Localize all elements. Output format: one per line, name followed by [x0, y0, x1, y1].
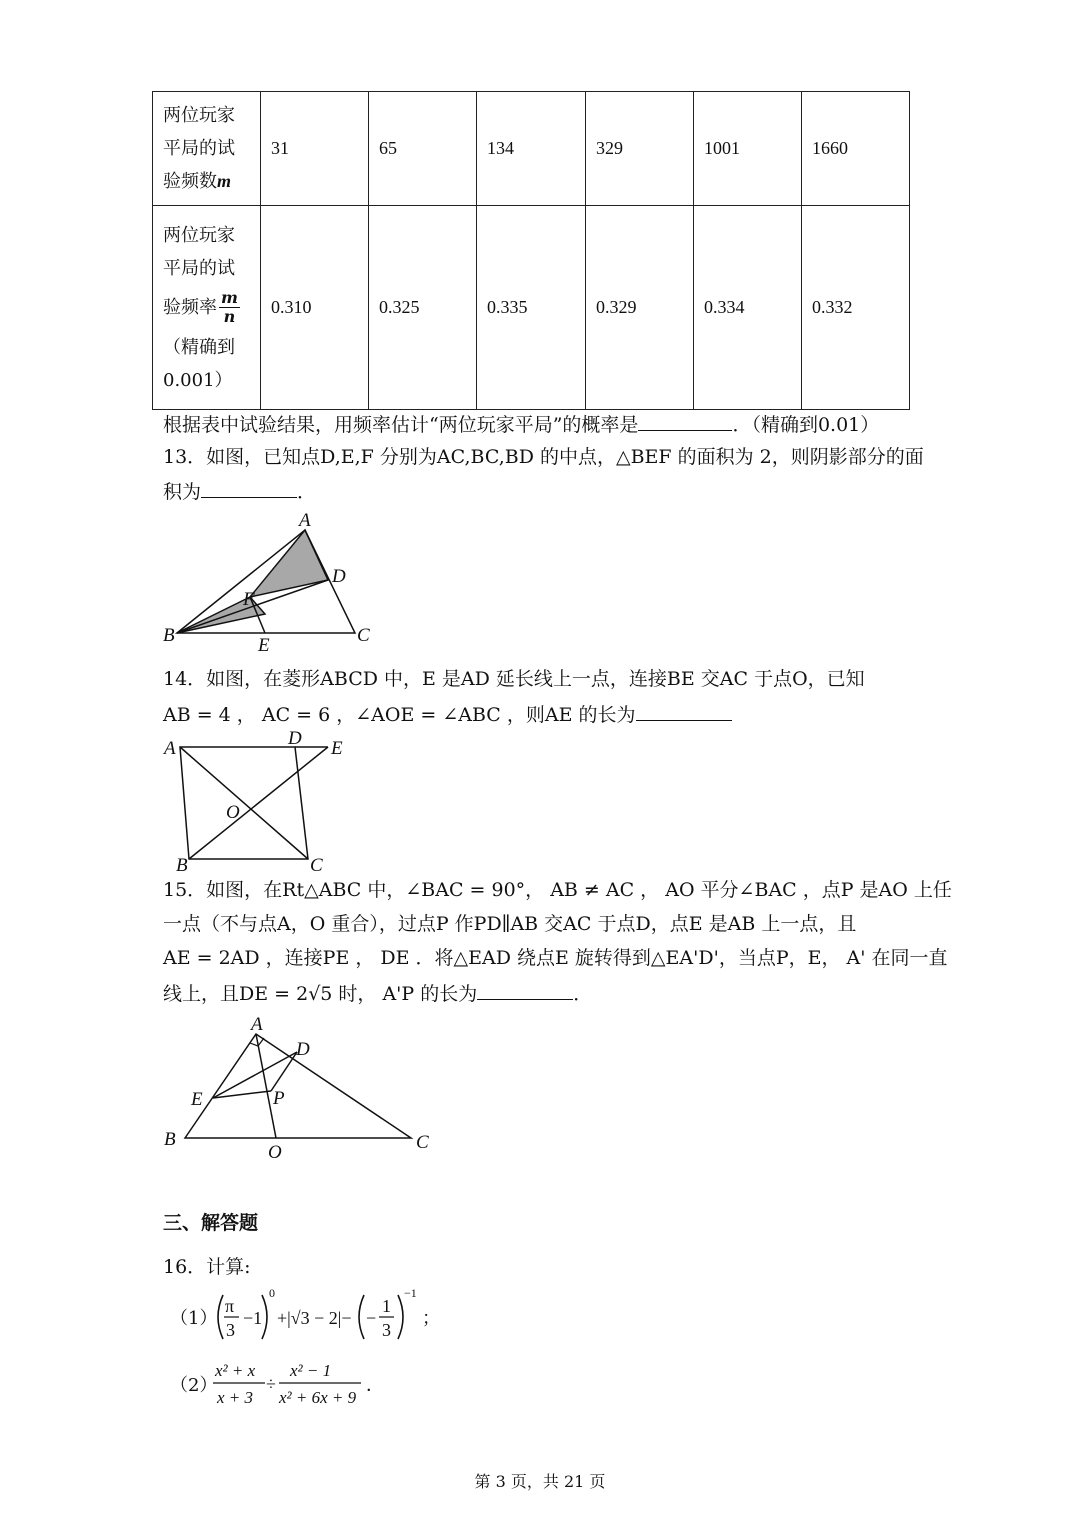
denominator: x + 3: [217, 1388, 254, 1407]
section-title: 三、解答题: [163, 1212, 259, 1234]
table-cell: 0.310: [261, 206, 369, 410]
label-d: D: [296, 1039, 310, 1060]
table-cell: 0.332: [802, 206, 910, 410]
label-f: F: [243, 589, 255, 610]
row-header-line: 验频数: [163, 171, 217, 192]
q15-line2: 一点（不与点A，O 重合），过点P 作PD∥AB 交AC 于点D，点E 是AB 上一点，且: [163, 913, 857, 935]
row-header: [153, 206, 261, 410]
row-header-line: （精确到: [163, 336, 235, 358]
answer-blank: [636, 698, 732, 721]
diagonal-ac: [180, 747, 308, 859]
q16-part2-expression: [165, 1352, 395, 1416]
row-header-line: 验频率: [163, 296, 217, 318]
denominator: x² + 6x + 9: [279, 1388, 357, 1407]
table-cell: 329: [586, 92, 694, 206]
q13-text: 积为: [163, 481, 202, 503]
right-paren: [398, 1295, 403, 1339]
q15-line4: [163, 977, 592, 1009]
q15-line1: 15．如图，在Rt△ABC 中，∠BAC = 90°， AB ≠ AC ， AO 平分∠BAC ，点P 是AO 上任: [163, 879, 952, 901]
q13-line1: 13．如图，已知点D,E,F 分别为AC,BC,BD 的中点，△BEF 的面积为 2，则阴影部分的面: [163, 446, 924, 468]
label-b: B: [164, 1129, 176, 1150]
answer-blank: [477, 977, 573, 1000]
q15-figure: [155, 1010, 445, 1165]
left-paren: [218, 1295, 223, 1339]
q12-answer-line: [163, 408, 879, 440]
q12-text-end: ．（精确到0.01）: [732, 414, 880, 436]
numerator: x² + x: [215, 1361, 256, 1380]
part-label: （2）: [170, 1375, 218, 1396]
label-a: A: [251, 1014, 263, 1035]
semicolon: ；: [422, 1308, 440, 1328]
fraction-numerator: m: [221, 288, 238, 307]
variable-m: m: [217, 171, 232, 191]
table-row: [153, 206, 910, 410]
shaded-region-2: [250, 530, 328, 597]
row-header-line: 平局的试: [163, 257, 235, 279]
denominator: 3: [382, 1320, 391, 1340]
q14-figure: [158, 730, 358, 880]
q15-text-end: ．: [573, 983, 593, 1005]
numerator: 1: [382, 1296, 391, 1316]
table-cell: 0.334: [694, 206, 802, 410]
part-label: （1）: [170, 1308, 218, 1329]
row-header-line: 两位玩家: [163, 105, 235, 126]
answer-blank: [201, 475, 297, 498]
row-header: [153, 92, 261, 206]
label-c: C: [357, 625, 370, 646]
q13-figure: [155, 508, 385, 658]
table-cell: 0.325: [369, 206, 477, 410]
row-header-line: 0.001）: [163, 369, 233, 391]
table-cell: 65: [369, 92, 477, 206]
table-cell: 0.329: [586, 206, 694, 410]
label-b: B: [176, 855, 188, 876]
row-header-line: 两位玩家: [163, 224, 235, 246]
label-e: E: [258, 635, 270, 656]
label-a: A: [164, 738, 176, 759]
table-row: [153, 92, 910, 206]
left-paren: [359, 1295, 364, 1339]
q12-text: 根据表中试验结果，用频率估计“两位玩家平局”的概率是: [163, 414, 639, 436]
q14-line1: 14．如图，在菱形ABCD 中，E 是AD 延长线上一点，连接BE 交AC 于点O，已知: [163, 668, 865, 690]
label-d: D: [288, 730, 302, 749]
label-p: P: [273, 1088, 285, 1109]
label-e: E: [191, 1089, 203, 1110]
q15-line3: AE = 2AD ，连接PE ， DE ．将△EAD 绕点E 旋转得到△EA'D'，当点P，E， A' 在同一直: [163, 947, 948, 969]
answer-blank: [638, 408, 732, 431]
q16-title: 16．计算:: [163, 1256, 251, 1278]
abs-term: +|√3 − 2|−: [277, 1308, 352, 1328]
label-c: C: [416, 1132, 429, 1153]
label-d: D: [332, 566, 346, 587]
q15-text: 线上，且DE = 2√5 时， A'P 的长为: [163, 983, 478, 1005]
divide-sign: ÷: [266, 1374, 276, 1394]
bisector-ao: [256, 1034, 276, 1138]
q13-text-end: ．: [297, 481, 317, 503]
page-footer: 第 3 页，共 21 页: [474, 1472, 606, 1491]
right-paren: [262, 1295, 267, 1339]
fraction-denominator: n: [223, 307, 236, 326]
table-cell: 1001: [694, 92, 802, 206]
label-e: E: [331, 738, 343, 759]
q13-line2: [163, 475, 316, 507]
q14-line2: [163, 698, 732, 730]
table-cell: 134: [477, 92, 586, 206]
exponent: 0: [269, 1286, 275, 1300]
period: ．: [366, 1375, 384, 1395]
frequency-table: [152, 91, 910, 410]
segment-be: [189, 747, 328, 859]
segment-pd: [271, 1052, 297, 1091]
label-c: C: [310, 855, 323, 876]
label-o: O: [268, 1142, 282, 1163]
label-o: O: [226, 802, 240, 823]
label-b: B: [163, 625, 175, 646]
negative-sign: −: [366, 1308, 377, 1328]
minus-one: −1: [243, 1308, 263, 1328]
denominator: 3: [226, 1320, 235, 1340]
q14-text: AB = 4 ， AC = 6 ，∠AOE = ∠ABC ，则AE 的长为: [163, 704, 636, 726]
segment-ep: [213, 1091, 271, 1098]
q16-part1-expression: [165, 1285, 465, 1349]
label-a: A: [299, 510, 311, 531]
exponent: −1: [404, 1286, 417, 1300]
table-cell: 0.335: [477, 206, 586, 410]
numerator: x² − 1: [290, 1361, 332, 1380]
row-header-line: 平局的试: [163, 138, 235, 159]
table-cell: 1660: [802, 92, 910, 206]
fraction-m-over-n: [219, 289, 240, 326]
pi-symbol: π: [225, 1296, 235, 1316]
table-cell: 31: [261, 92, 369, 206]
